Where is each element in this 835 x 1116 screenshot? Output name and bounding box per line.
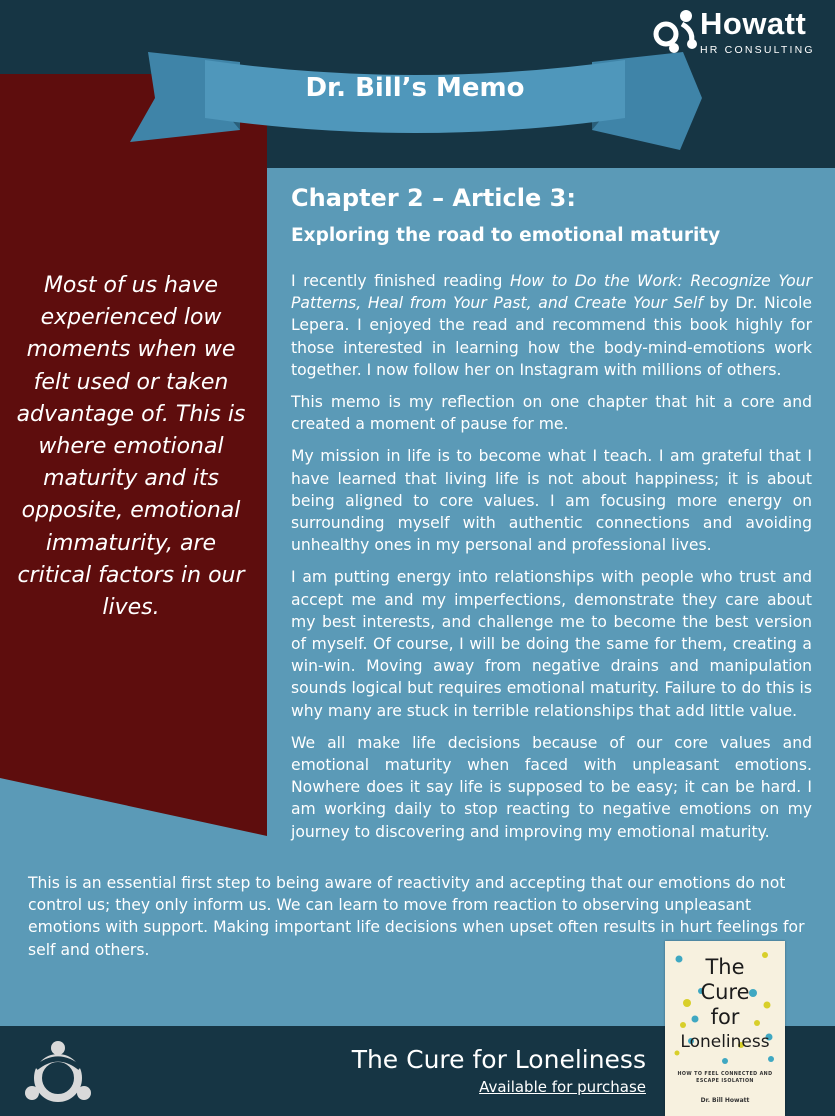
logo-name: Howatt xyxy=(700,6,807,41)
paragraph-3: My mission in life is to become what I teach. I am grateful that I have learned that living life is not about happiness; it is about being aligned to core values. I am focusing more energy on surrounding myself with authentic connections and avoiding unhealthy ones in my personal and professional lives. xyxy=(291,447,812,555)
book-cover-line-2: Cure xyxy=(700,980,750,1004)
book-cover-image[interactable] xyxy=(665,941,785,1116)
footer-book-title: The Cure for Loneliness xyxy=(351,1045,646,1074)
pull-quote: Most of us have experienced low moments when we felt used or taken advantage of. This is where emotional maturity and its opposite, emotional immaturity, are critical factors in our lives. xyxy=(16,273,246,621)
footer-logo-icon xyxy=(20,1038,96,1104)
paragraph-2: This memo is my reflection on one chapter that hit a core and created a moment of pause for me. xyxy=(291,393,812,434)
paragraph-1-lead: I recently finished reading xyxy=(291,272,511,290)
paragraph-1 xyxy=(291,270,812,381)
book-cover-author: Dr. Bill Howatt xyxy=(700,1097,750,1104)
book-cover-tagline: HOW TO FEEL CONNECTED AND ESCAPE ISOLATION xyxy=(677,1072,773,1084)
book-reference: How to Do the Work: Recognize Your Patterns, Heal from Your Past, and Create Your Self xyxy=(291,272,812,313)
paragraph-5: We all make life decisions because of our core values and emotional maturity when faced with unpleasant emotions. Nowhere does it say life is supposed to be easy; it can be hard. I am working daily to stop reacting to negative emotions on my journey to discovering and improving my emotional maturity. xyxy=(291,733,812,841)
book-cover-title xyxy=(665,955,785,1055)
article-body xyxy=(291,270,812,853)
paragraph-4: I am putting energy into relationships with people who trust and accept me and my imperfections, demonstrate they care about my best interests, and challenge me to become the best version of myself. Of course, I will be doing the same for them, creating a win-win. Moving away from negative drains and manipulation sounds logical but requires emotional maturity. Failure to do this is why many are stuck in terrible relationships that add little value. xyxy=(291,568,812,720)
logo-subtitle: HR CONSULTING xyxy=(700,44,815,56)
banner-title: Dr. Bill’s Memo xyxy=(305,73,525,103)
article-subtitle: Exploring the road to emotional maturity xyxy=(291,225,721,246)
purchase-link[interactable]: Available for purchase xyxy=(479,1078,646,1096)
paragraph-1-rest: by Dr. Nicole Lepera. I enjoyed the read and recommend this book highly for those interested in learning how the body-mind-emotions work together. I now follow her on Instagram with millions of others. xyxy=(291,294,813,379)
book-cover-line-4: Loneliness xyxy=(680,1032,770,1052)
closing-paragraph: This is an essential first step to being aware of reactivity and accepting that our emotions do not control us; they only inform us. We can learn to move from reaction to observing unpleasant emotions with support. Making important life decisions when upset often results in hurt feelings for self and others. xyxy=(28,874,805,959)
book-cover-line-3: for xyxy=(710,1005,740,1029)
article-title: Chapter 2 – Article 3: xyxy=(291,184,576,212)
book-cover-line-1: The xyxy=(705,955,745,979)
